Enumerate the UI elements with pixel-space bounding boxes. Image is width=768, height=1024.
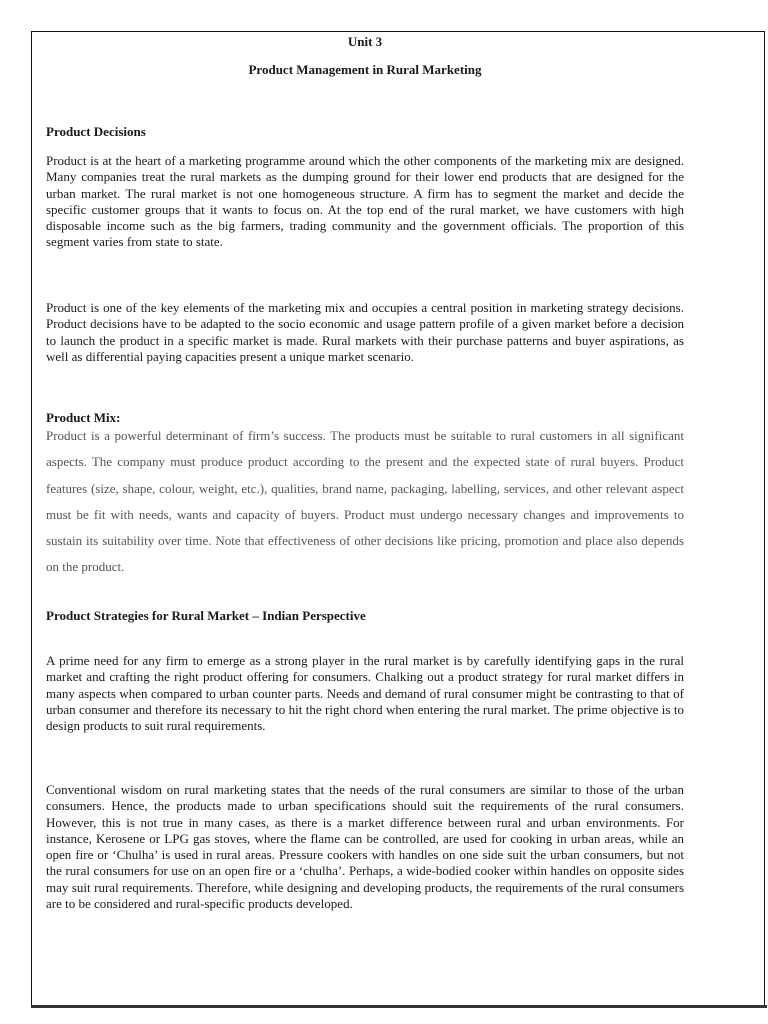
paragraph-mix: Product is a powerful determinant of firm’s success. The products must be suitable to rural customers in all significant aspects. The company must produce product according to the present and the expected state of rural buyers. Product features (size, shape, colour, weight, etc.), qualities, brand name, packaging, labelling, services, and other relevant aspect must be fit with needs, wants and capacity of buyers. Product must undergo necessary changes and improvements to sustain its suitability over time. Note that effectiveness of other decisions like pricing, promotion and place also depends on the product. bbox=[46, 428, 684, 575]
heading-product-mix: Product Mix: bbox=[46, 410, 121, 425]
paragraph-strategies-1: A prime need for any firm to emerge as a strong player in the rural market is by carefully identifying gaps in the rural market and crafting the right product offering for consumers. Chalking out a product strategy for rural market differs in many aspects when compared to urban counter parts. Needs and demand of rural consumer might be contrasting to that of urban consumer and therefore its necessary to hit the right chord when entering the rural market. The prime objective is to design products to suit rural requirements. bbox=[46, 653, 684, 734]
paragraph-decisions-2: Product is one of the key elements of the marketing mix and occupies a central position in marketing strategy decisions. Product decisions have to be adapted to the socio economic and usage pattern profile of a given market before a decision to launch the product in a specific market is made. Rural markets with their purchase patterns and buyer aspirations, as well as differential paying capacities present a unique market scenario. bbox=[46, 300, 684, 364]
page-title: Product Management in Rural Marketing bbox=[248, 62, 482, 77]
paragraph-decisions-1: Product is at the heart of a marketing programme around which the other components of the marketing mix are designed. Many companies treat the rural markets as the dumping ground for their lower end products that are designed for the urban market. The rural market is not one homogeneous structure. A firm has to segment the market and decide the specific customer groups that it wants to focus on. At the top end of the rural market, we have customers with high disposable income such as the big farmers, trading community and the government officials. The proportion of this segment varies from state to state. bbox=[46, 153, 684, 250]
paragraph-strategies-2: Conventional wisdom on rural marketing states that the needs of the rural consumers are similar to those of the urban consumers. Hence, the products made to urban specifications should suit the requirements of the rural consumers. However, this is not true in many cases, as there is a market difference between rural and urban environments. For instance, Kerosene or LPG gas stoves, where the flame can be controlled, are used for cooking in urban areas, while an open fire or ‘Chulha’ is used in rural areas. Pressure cookers with handles on one side suit the urban consumers, but not the rural consumers for use on an open fire or a ‘chulha’. Perhaps, a wide-bodied cooker within handles on opposite sides may suit rural requirements. Therefore, while designing and developing products, the requirements of the rural consumers are to be considered and rural-specific products developed. bbox=[46, 782, 684, 912]
heading-product-strategies: Product Strategies for Rural Market – Indian Perspective bbox=[46, 608, 366, 623]
heading-product-decisions: Product Decisions bbox=[46, 124, 146, 139]
unit-label: Unit 3 bbox=[347, 34, 383, 49]
page-bottom-rule bbox=[31, 1005, 767, 1008]
